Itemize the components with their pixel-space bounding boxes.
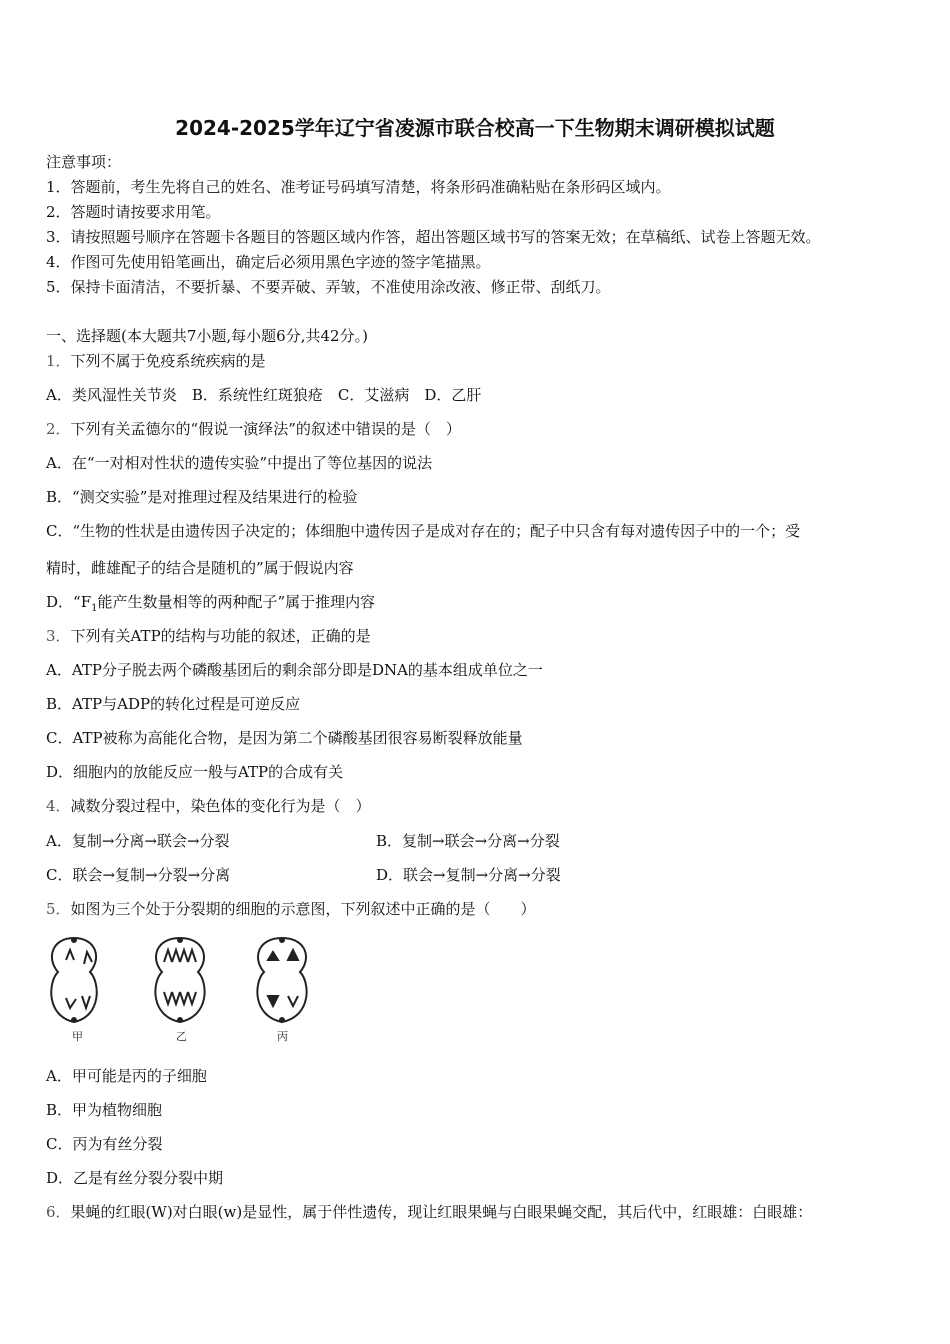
question-2-stem <box>46 419 461 439</box>
notice-item-2: 2．答题时请按要求用笔。 <box>46 203 221 221</box>
notice-item-4: 4．作图可先使用铅笔画出，确定后必须用黑色字迹的签字笔描黑。 <box>46 253 491 271</box>
figure-label-yi: 乙 <box>176 1030 187 1043</box>
figure-label-bing: 丙 <box>277 1030 288 1043</box>
cell-yi <box>155 938 204 1022</box>
cell-bing <box>257 938 306 1022</box>
question-5-option-b: B．甲为植物细胞 <box>46 1101 163 1119</box>
question-1-options: A．类风湿性关节炎 B．系统性红斑狼疮 C．艾滋病 D．乙肝 <box>46 386 482 404</box>
question-2-option-d-text: 能产生数量相等的两种配子”属于推理内容 <box>97 593 376 611</box>
notice-item-3: 3．请按照题号顺序在答题卡各题目的答题区域内作答，超出答题区域书写的答案无效；在草稿纸、试卷上答题无效。 <box>46 228 821 246</box>
notice-item-1: 1．答题前，考生先将自己的姓名、准考证号码填写清楚，将条形码准确粘贴在条形码区域内。 <box>46 178 671 196</box>
question-5-text: 如图为三个处于分裂期的细胞的示意图，下列叙述中正确的是（ ） <box>70 900 536 918</box>
question-4-stem <box>46 796 371 816</box>
question-3-stem <box>46 626 371 646</box>
question-4-option-b: B．复制→联会→分离→分裂 <box>376 832 560 850</box>
question-2-option-c-line2: 精时，雌雄配子的结合是随机的”属于假说内容 <box>46 559 354 577</box>
question-2-option-b: B．“测交实验”是对推理过程及结果进行的检验 <box>46 488 358 506</box>
question-4-number: 4． <box>46 797 71 815</box>
question-4-option-d: D．联会→复制→分离→分裂 <box>376 866 561 884</box>
cell-jia <box>51 938 97 1022</box>
question-2-option-d-prefix: D．“F <box>46 593 92 611</box>
cell-division-figure <box>44 930 334 1045</box>
question-4-option-a: A．复制→分离→联会→分裂 <box>46 832 230 850</box>
question-2-text: 下列有关孟德尔的“假说一演绎法”的叙述中错误的是（ ） <box>70 420 461 438</box>
question-3-option-d: D．细胞内的放能反应一般与ATP的合成有关 <box>46 763 344 781</box>
question-3-option-a: A．ATP分子脱去两个磷酸基团后的剩余部分即是DNA的基本组成单位之一 <box>46 661 543 679</box>
question-6-number: 6． <box>46 1203 71 1221</box>
question-5-option-a: A．甲可能是丙的子细胞 <box>46 1067 207 1085</box>
question-1-text: 下列不属于免疫系统疾病的是 <box>70 352 266 370</box>
question-2-option-c-line1: C．“生物的性状是由遗传因子决定的；体细胞中遗传因子是成对存在的；配子中只含有每对遗传因子中的一个；受 <box>46 522 801 540</box>
question-3-number: 3． <box>46 627 71 645</box>
question-4-text: 减数分裂过程中，染色体的变化行为是（ ） <box>70 797 371 815</box>
question-3-text: 下列有关ATP的结构与功能的叙述，正确的是 <box>70 627 371 645</box>
question-2-number: 2． <box>46 420 71 438</box>
question-5-option-d: D．乙是有丝分裂分裂中期 <box>46 1169 224 1187</box>
question-3-option-c: C．ATP被称为高能化合物，是因为第二个磷酸基团很容易断裂释放能量 <box>46 729 523 747</box>
question-5-option-c: C．丙为有丝分裂 <box>46 1135 163 1153</box>
question-2-option-d <box>46 592 375 619</box>
page-title: 2024-2025学年辽宁省凌源市联合校高一下生物期末调研模拟试题 <box>175 116 775 140</box>
question-5-number: 5． <box>46 900 71 918</box>
question-1-stem <box>46 351 266 371</box>
question-6-text: 果蝇的红眼(W)对白眼(w)是显性，属于伴性遗传，现让红眼果蝇与白眼果蝇交配，其后代中，红眼雄：白眼雄： <box>70 1203 813 1221</box>
question-2-option-a: A．在“一对相对性状的遗传实验”中提出了等位基因的说法 <box>46 454 433 472</box>
question-4-option-c: C．联会→复制→分裂→分离 <box>46 866 231 884</box>
question-2-option-d-subscript: 1 <box>91 603 98 614</box>
notice-heading: 注意事项： <box>46 153 122 171</box>
notice-item-5: 5．保持卡面清洁，不要折暴、不要弄破、弄皱，不准使用涂改液、修正带、刮纸刀。 <box>46 278 611 296</box>
question-6-stem <box>46 1202 812 1222</box>
question-5-stem <box>46 899 536 919</box>
section-heading: 一、选择题(本大题共7小题,每小题6分,共42分。) <box>46 327 368 345</box>
question-1-number: 1． <box>46 352 71 370</box>
question-3-option-b: B．ATP与ADP的转化过程是可逆反应 <box>46 695 301 713</box>
figure-label-jia: 甲 <box>72 1030 83 1043</box>
